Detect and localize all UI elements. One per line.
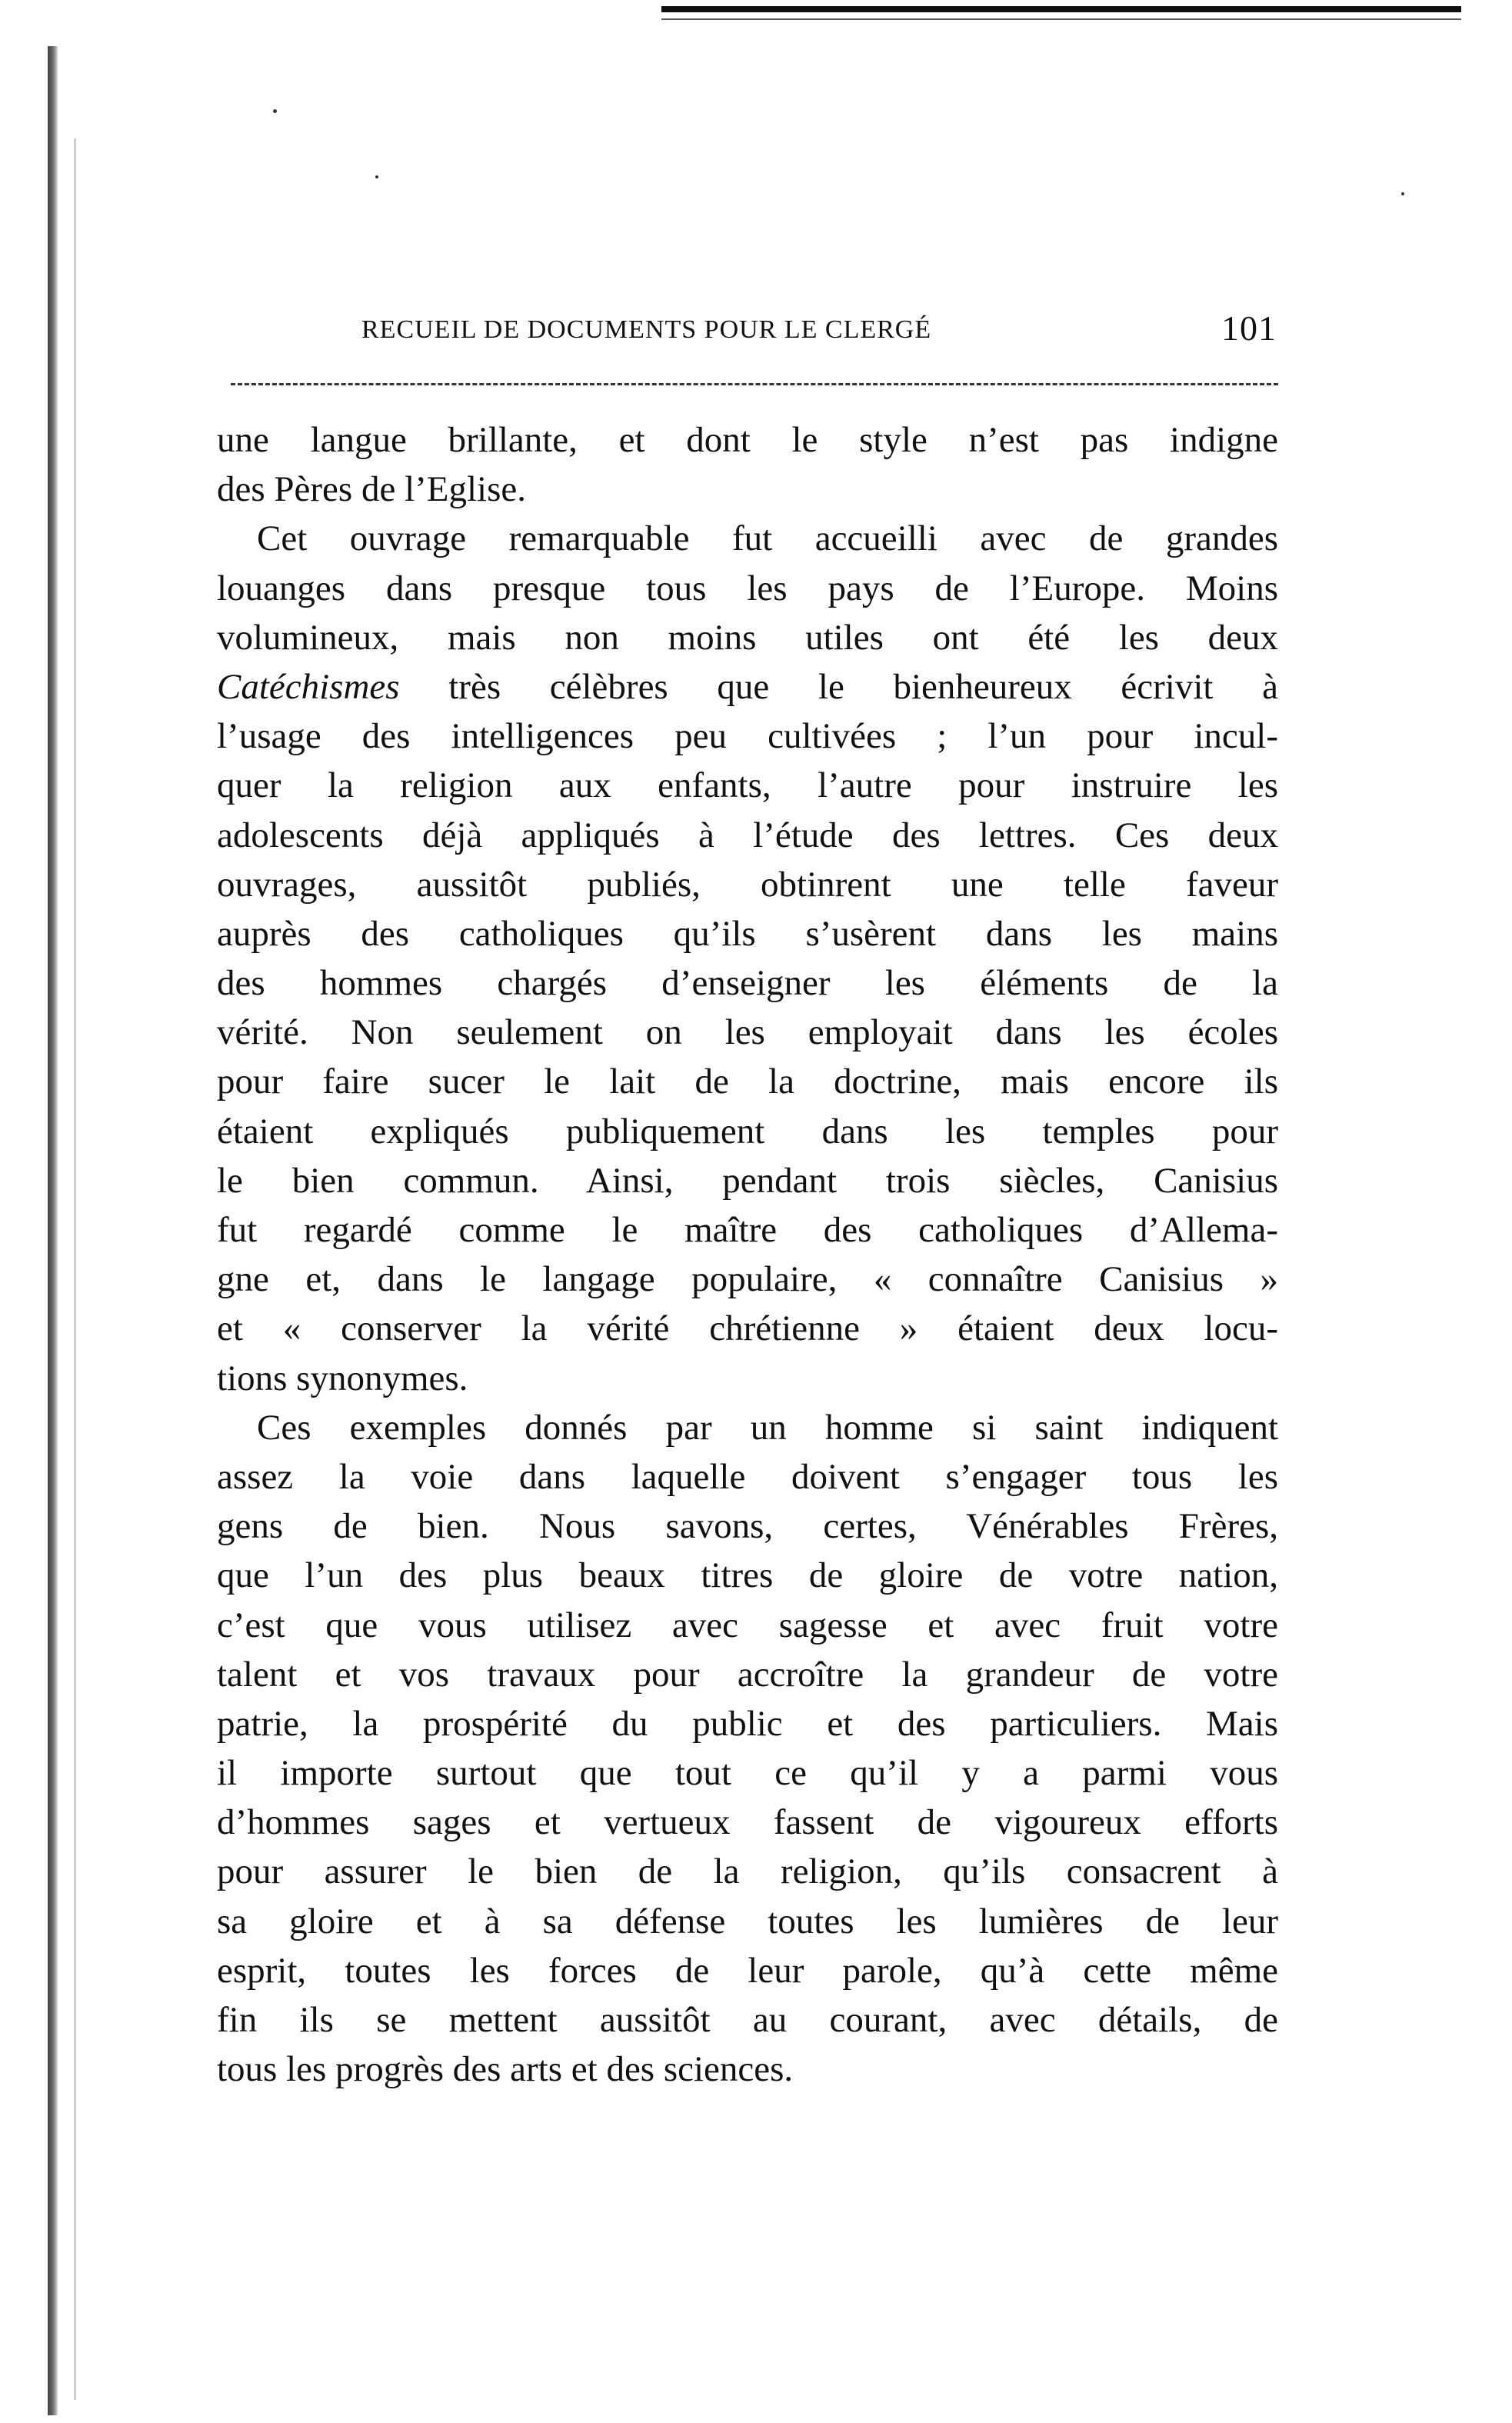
text-line: ouvrages, aussitôt publiés, obtinrent une telle faveur <box>217 864 1278 905</box>
header-rule <box>231 383 1278 385</box>
text-line: volumineux, mais non moins utiles ont été les deux <box>217 617 1278 658</box>
text-line: que l’un des plus beaux titres de gloire de votre nation, <box>217 1555 1278 1596</box>
text-line: d’hommes sages et vertueux fassent de vigoureux efforts <box>217 1802 1278 1843</box>
text-line: tions synonymes. <box>217 1358 468 1398</box>
page-number: 101 <box>1221 308 1277 348</box>
running-header <box>361 308 1277 354</box>
text-line: adolescents déjà appliqués à l’étude des lettres. Ces deux <box>217 815 1278 855</box>
scan-binding-edge <box>48 46 58 2415</box>
text-line: louanges dans presque tous les pays de l’Europe. Moins <box>217 568 1278 608</box>
text-line: sa gloire et à sa défense toutes les lumières de leur <box>217 1901 1278 1941</box>
text-line: fut regardé comme le maître des catholiques d’Allema- <box>217 1210 1278 1250</box>
text-line: des Pères de l’Eglise. <box>217 469 527 510</box>
text-line: étaient expliqués publiquement dans les temples pour <box>217 1111 1278 1152</box>
scan-top-rule-thin <box>661 18 1461 20</box>
text-line: une langue brillante, et dont le style n’est pas indigne <box>217 420 1278 460</box>
text-line-with-italic <box>217 662 1278 712</box>
text-line: vérité. Non seulement on les employait dans les écoles <box>217 1012 1278 1053</box>
scan-top-rule <box>661 6 1461 12</box>
body-text <box>217 415 1278 2094</box>
text-line: des hommes chargés d’enseigner les éléments de la <box>217 963 1278 1004</box>
text-line: talent et vos travaux pour accroître la grandeur de votre <box>217 1654 1278 1695</box>
text-line: l’usage des intelligences peu cultivées ; l’un pour incul- <box>217 716 1278 757</box>
text-line: tous les progrès des arts et des sciences. <box>217 2049 794 2090</box>
text-line: et « conserver la vérité chrétienne » étaient deux locu- <box>217 1308 1278 1349</box>
text-line: assez la voie dans laquelle doivent s’engager tous les <box>217 1456 1278 1497</box>
text-line: c’est que vous utilisez avec sagesse et avec fruit votre <box>217 1605 1278 1645</box>
italic-title: Catéchismes <box>217 666 400 707</box>
text-line: pour assurer le bien de la religion, qu’ils consacrent à <box>217 1851 1278 1892</box>
text-line: fin ils se mettent aussitôt au courant, avec détails, de <box>217 2000 1278 2040</box>
text-line: quer la religion aux enfants, l’autre pour instruire les <box>217 765 1278 806</box>
text-line: pour faire sucer le lait de la doctrine, mais encore ils <box>217 1062 1278 1102</box>
text-line: le bien commun. Ainsi, pendant trois siècles, Canisius <box>217 1160 1278 1201</box>
text-line: Cet ouvrage remarquable fut accueilli avec de grandes <box>257 518 1278 559</box>
text-line: il importe surtout que tout ce qu’il y a parmi vous <box>217 1753 1278 1794</box>
running-title: RECUEIL DE DOCUMENTS POUR LE CLERGÉ <box>361 315 932 344</box>
text-line: patrie, la prospérité du public et des particuliers. Mais <box>217 1703 1278 1744</box>
scan-speck <box>1401 192 1404 195</box>
text-line: Ces exemples donnés par un homme si saint indiquent <box>257 1407 1278 1448</box>
scan-speck <box>273 109 277 113</box>
text-line-rest: très célèbres que le bienheureux écrivit à <box>448 666 1278 707</box>
text-line: gens de bien. Nous savons, certes, Vénérables Frères, <box>217 1506 1278 1547</box>
text-line: gne et, dans le langage populaire, « connaître Canisius » <box>217 1259 1278 1300</box>
scan-binding-shadow <box>74 138 76 2400</box>
text-line: auprès des catholiques qu’ils s’usèrent dans les mains <box>217 913 1278 954</box>
scan-speck <box>375 175 378 178</box>
text-line: esprit, toutes les forces de leur parole, qu’à cette même <box>217 1950 1278 1991</box>
